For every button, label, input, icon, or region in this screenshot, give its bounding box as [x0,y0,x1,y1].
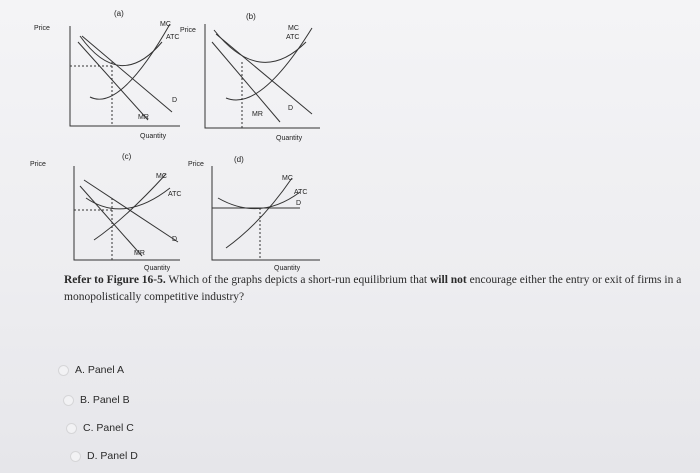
panel-a-atc-label: ATC [166,34,180,41]
panel-b-d-label: D [288,105,294,112]
question-body-b: encourage either the entry or exit of firms in a monopolistically competitive industry? [64,274,682,303]
figure-graphs [30,2,370,274]
panel-a-mc-curve [90,24,170,99]
panel-c-atc-label: ATC [168,191,182,198]
panel-c-mr-curve [80,186,142,256]
panel-d-mc-curve [226,178,292,248]
panel-b-mc-label: MC [288,25,299,32]
panel-d-quantity-label: Quantity [274,265,301,272]
question-text [64,272,694,306]
panel-d-atc-curve [218,192,300,209]
panel-d-atc-label: ATC [294,189,308,196]
panel-b-mr-curve [212,42,280,122]
figure-16-5 [30,2,370,274]
panel-c [30,152,181,272]
panel-c-quantity-label: Quantity [144,265,171,272]
panel-b-title: (b) [246,12,256,21]
option-d-radio[interactable] [70,451,81,462]
panel-c-demand-curve [84,180,178,242]
option-a[interactable] [58,364,124,376]
panel-c-title: (c) [122,152,132,161]
option-d-label: D. Panel D [87,450,138,462]
panel-b-atc-label: ATC [286,34,300,41]
panel-a-mc-label: MC [160,21,171,28]
panel-c-mc-label: MC [156,173,167,180]
panel-a-axes [70,26,180,126]
panel-a-atc-curve [80,36,162,66]
panel-a-demand-curve [82,36,172,112]
panel-b-demand-curve [216,34,312,114]
panel-d-mc-label: MC [282,175,293,182]
panel-d-price-label: Price [188,161,204,168]
panel-b-quantity-label: Quantity [276,135,303,142]
panel-d-d-label: D [296,200,302,207]
question-reference: Refer to Figure 16-5. [64,274,166,286]
option-a-label: A. Panel A [75,364,125,376]
panel-c-d-label: D [172,236,178,243]
panel-c-mr-label: MR [134,250,145,257]
question-emphasis: will not [430,274,467,286]
option-b-label: B. Panel B [80,394,130,406]
panel-a-d-label: D [172,97,178,104]
option-c-radio[interactable] [66,423,77,434]
option-a-radio[interactable] [58,365,69,376]
panel-b [180,12,320,142]
panel-a [34,9,180,140]
panel-a-price-label: Price [34,25,50,32]
option-d[interactable] [70,450,138,462]
panel-c-atc-curve [86,188,170,209]
question-body-a: Which of the graphs depicts a short-run equilibrium that [165,274,430,286]
panel-c-price-label: Price [30,161,46,168]
panel-a-title: (a) [114,9,124,18]
option-c-label: C. Panel C [83,422,134,434]
panel-a-mr-label: MR [138,114,149,121]
panel-a-mr-curve [78,42,148,120]
option-b[interactable] [63,394,130,406]
panel-d [188,155,320,272]
panel-d-title: (d) [234,155,244,164]
option-b-radio[interactable] [63,395,74,406]
panel-a-quantity-label: Quantity [140,133,167,140]
option-c[interactable] [66,422,134,434]
panel-b-price-label: Price [180,27,196,34]
panel-b-mr-label: MR [252,111,263,118]
